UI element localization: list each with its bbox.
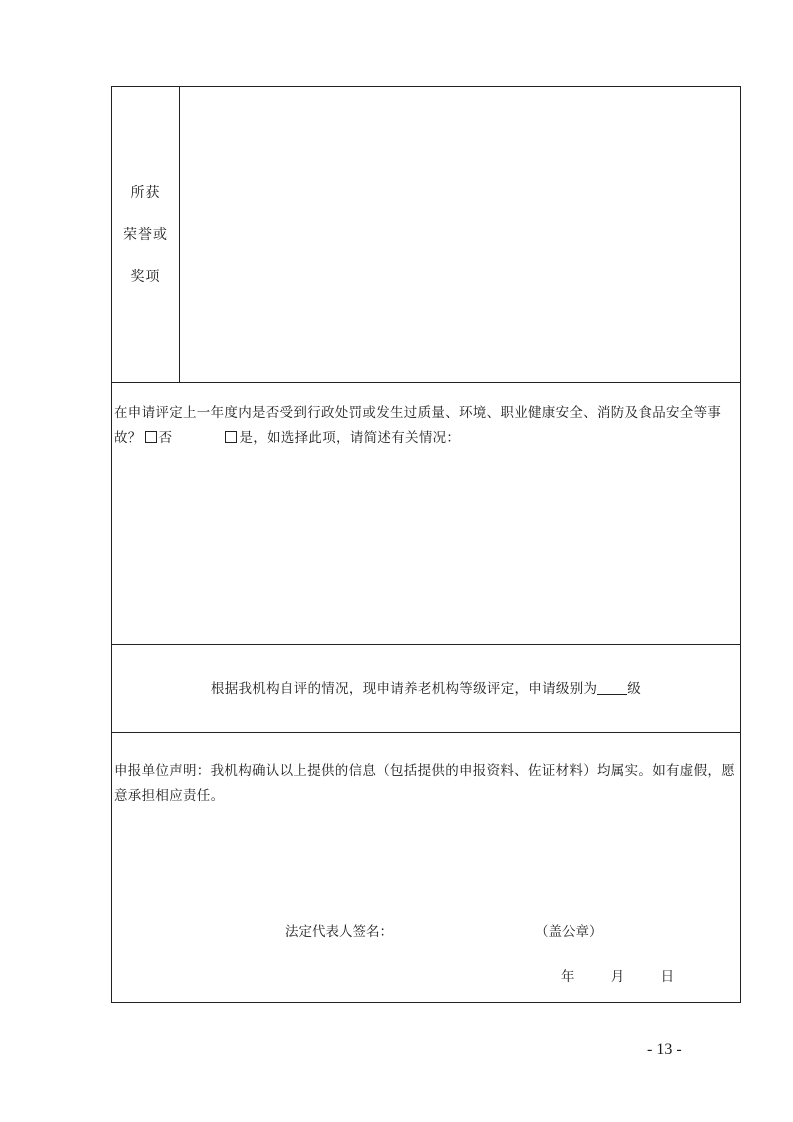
declaration-text: 申报单位声明：我机构确认以上提供的信息（包括提供的申报资料、佐证材料）均属实。如有虚假，愿意承担相应责任。 [114, 763, 735, 804]
honors-content-field[interactable] [180, 87, 740, 382]
level-blank-field[interactable] [597, 680, 627, 695]
declaration-section [112, 733, 740, 1002]
no-option-label: 否 [158, 430, 173, 446]
application-line [112, 677, 740, 697]
date-year: 年 [561, 969, 575, 985]
accident-paragraph [114, 401, 738, 451]
seal-label: （盖公章） [535, 924, 603, 940]
date-month: 月 [610, 969, 625, 985]
assessment-form-table [111, 86, 741, 1003]
honors-label-line-1: 所获 [130, 184, 161, 201]
yes-option-label: 是，如选择此项，请简述有关情况： [239, 430, 461, 446]
level-suffix: 级 [627, 681, 642, 697]
yes-checkbox[interactable] [225, 431, 237, 443]
honors-section [112, 87, 740, 383]
date-day: 日 [660, 969, 675, 985]
honors-label-line-3: 奖项 [130, 268, 161, 285]
honors-label [112, 87, 180, 382]
honors-label-line-2: 荣誉或 [123, 226, 168, 243]
no-checkbox[interactable] [145, 431, 157, 443]
signature-label: 法定代表人签名： [285, 924, 393, 940]
page-number: - 13 - [647, 1041, 682, 1058]
accident-section [112, 383, 740, 645]
accident-question: 在申请评定上一年度内是否受到行政处罚或发生过质量、环境、职业健康安全、消防及食品安全等事故？ [114, 405, 722, 446]
application-text: 根据我机构自评的情况，现申请养老机构等级评定，申请级别为 [210, 681, 598, 697]
application-section [112, 645, 740, 733]
date-line [561, 965, 706, 985]
